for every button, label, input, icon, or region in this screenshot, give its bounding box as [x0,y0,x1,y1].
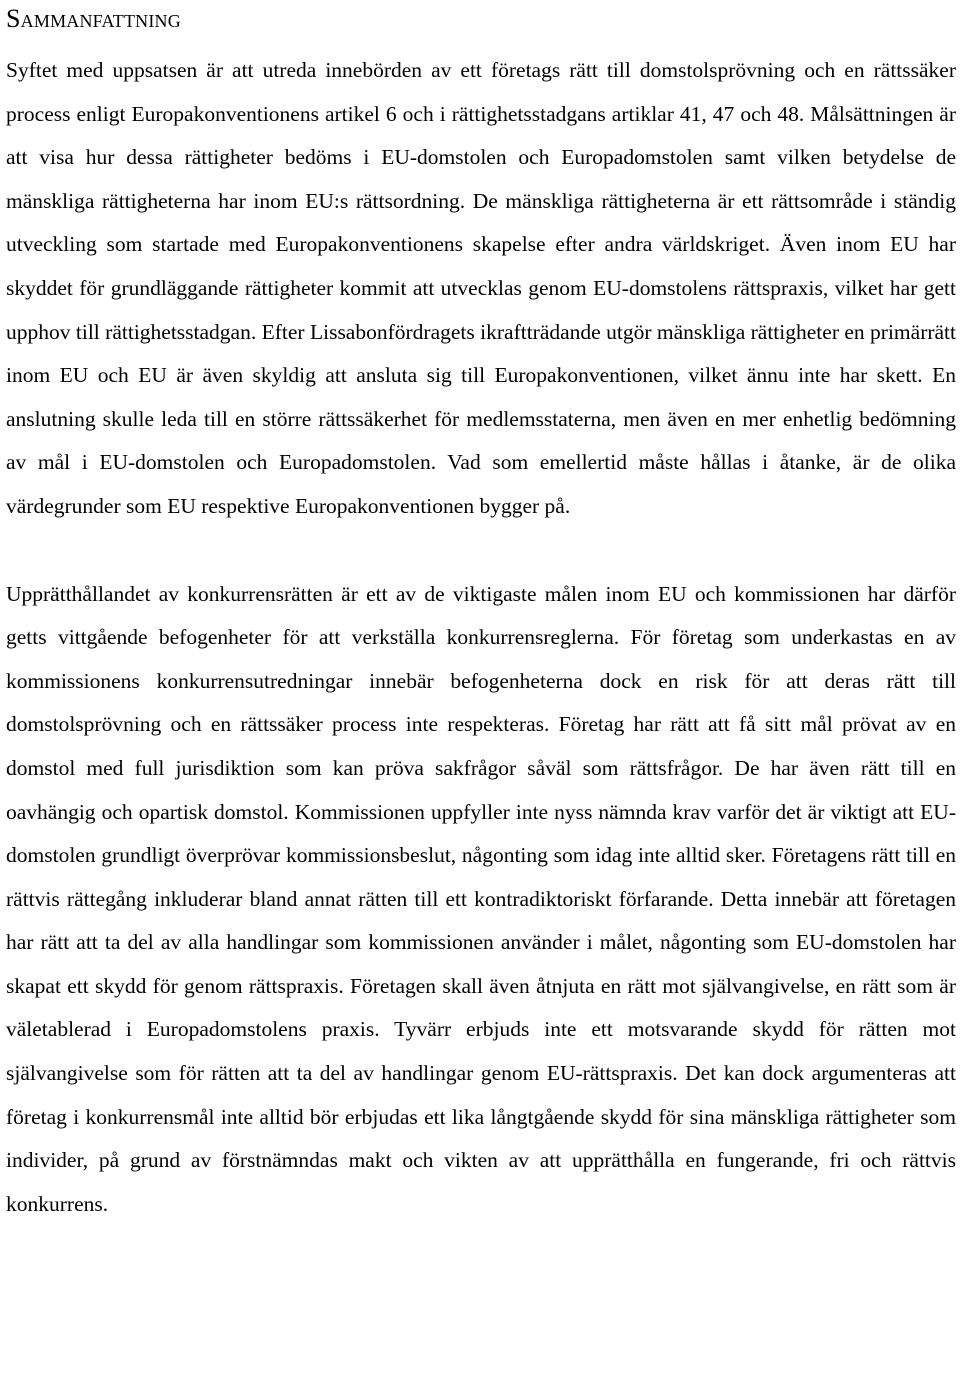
summary-paragraph-2: Upprätthållandet av konkurrensrätten är ett av de viktigaste målen inom EU och kommissionen har därför getts vittgående befogenheter för att verkställa konkurrensreglerna. För företag som underkastas en av kommissionens konkurrensutredningar innebär befogenheterna dock en risk för att deras rätt till domstolsprövning och en rättssäker process inte respekteras. Företag har rätt att få sitt mål prövat av en domstol med full jurisdiktion som kan pröva sakfrågor såväl som rättsfrågor. De har även rätt till en oavhängig och opartisk domstol. Kommissionen uppfyller inte nyss nämnda krav varför det är viktigt att EU-domstolen grundligt överprövar kommissionsbeslut, någonting som idag inte alltid sker. Företagens rätt till en rättvis rättegång inkluderar bland annat rätten till ett kontradiktoriskt förfarande. Detta innebär att företagen har rätt att ta del av alla handlingar som kommissionen använder i målet, någonting som EU-domstolen har skapat ett skydd för genom rättspraxis. Företagen skall även åtnjuta en rätt mot självangivelse, en rätt som är väletablerad i Europadomstolens praxis. Tyvärr erbjuds inte ett motsvarande skydd för rätten mot självangivelse som för rätten att ta del av handlingar genom EU-rättspraxis. Det kan dock argumenteras att företag i konkurrensmål inte alltid bör erbjudas ett lika långtgående skydd för sina mänskliga rättigheter som individer, på grund av förstnämndas makt och vikten av att upprätthålla en fungerande, fri och rättvis konkurrens. [6,581,956,1216]
document-page [6,0,956,1226]
section-heading: Sammanfattning [6,4,181,33]
summary-paragraph-1: Syftet med uppsatsen är att utreda innebörden av ett företags rätt till domstolsprövning och en rättssäker process enligt Europakonventionens artikel 6 och i rättighetsstadgans artiklar 41, 47 och 48. Målsättningen är att visa hur dessa rättigheter bedöms i EU-domstolen och Europadomstolen samt vilken betydelse de mänskliga rättigheterna har inom EU:s rättsordning. De mänskliga rättigheterna är ett rättsområde i ständig utveckling som startade med Europakonventionens skapelse efter andra världskriget. Även inom EU har skyddet för grundläggande rättigheter kommit att utvecklas genom EU-domstolens rättspraxis, vilket har gett upphov till rättighetsstadgan. Efter Lissabonfördragets ikraftträdande utgör mänskliga rättigheter en primärrätt inom EU och EU är även skyldig att ansluta sig till Europakonventionen, vilket ännu inte har skett. En anslutning skulle leda till en större rättssäkerhet för medlemsstaterna, men även en mer enhetlig bedömning av mål i EU-domstolen och Europadomstolen. Vad som emellertid måste hållas i åtanke, är de olika värdegrunder som EU respektive Europakonventionen bygger på. [6,58,956,518]
